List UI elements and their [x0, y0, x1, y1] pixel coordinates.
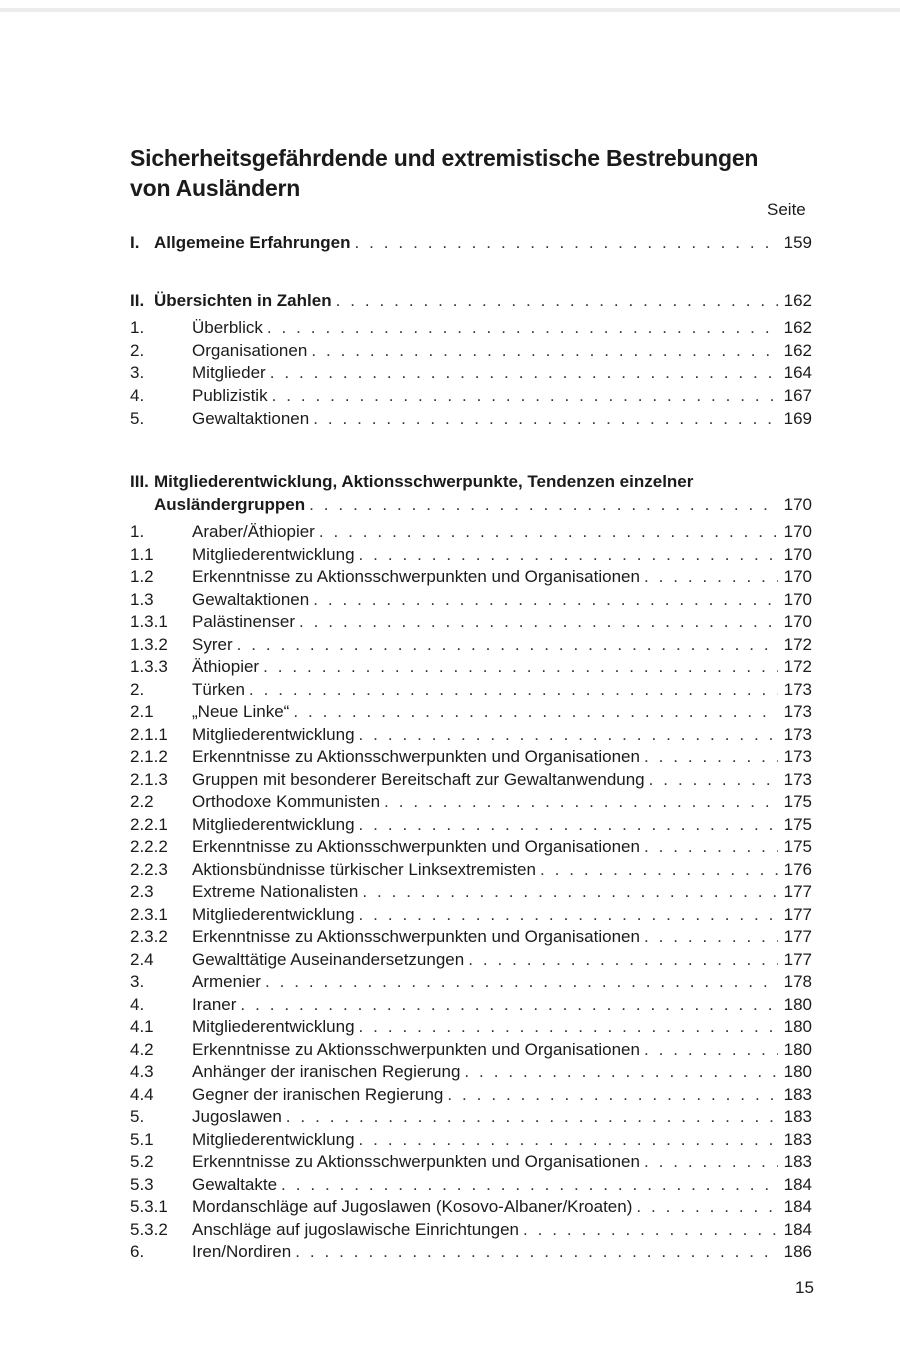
toc-entry[interactable]	[130, 543, 812, 566]
toc-label: Mitglieder	[192, 363, 266, 383]
toc-page: 170	[783, 589, 812, 609]
toc-label: Publizistik	[192, 386, 268, 406]
toc-number: 4.	[130, 386, 145, 406]
toc-entry[interactable]	[130, 903, 812, 926]
toc-page: 183	[783, 1107, 812, 1126]
toc-number: 1.3.3	[130, 657, 168, 676]
toc-entry[interactable]	[130, 813, 812, 836]
toc-label: Ausländergruppen	[154, 495, 306, 514]
toc-number: III.	[130, 472, 149, 491]
toc-number: 2.1.2	[130, 747, 168, 766]
toc-section-2[interactable]	[130, 289, 812, 312]
toc-leader-dots	[523, 1218, 778, 1241]
toc-number: 4.2	[130, 1039, 154, 1059]
toc-page: 175	[783, 792, 812, 811]
toc-leader-dots	[286, 1105, 778, 1128]
page-title	[130, 143, 830, 203]
toc-entry[interactable]	[130, 384, 812, 407]
toc-entry[interactable]	[130, 655, 812, 678]
toc-label: Äthiopier	[192, 657, 260, 676]
toc-entry[interactable]	[130, 361, 812, 384]
toc-leader-dots	[359, 1015, 778, 1038]
toc-label: Gewaltakte	[192, 1174, 278, 1194]
toc-label: Allgemeine Erfahrungen	[154, 233, 351, 252]
toc-entry[interactable]	[130, 993, 812, 1016]
toc-entry[interactable]	[130, 633, 812, 656]
toc-entry[interactable]	[130, 565, 812, 588]
toc-leader-dots	[249, 678, 778, 701]
seite-column-header: Seite	[767, 200, 806, 219]
toc-label-line-1: Mitgliederentwicklung, Aktionsschwerpunkte, Tendenzen einzelner	[154, 472, 694, 491]
toc-label: Iraner	[192, 994, 237, 1014]
toc-page: 172	[783, 634, 812, 654]
toc-label: Mitgliederentwicklung	[192, 1129, 355, 1149]
toc-entry[interactable]	[130, 723, 812, 746]
toc-leader-dots	[644, 745, 778, 768]
toc-section-1[interactable]	[130, 231, 812, 254]
toc-number: 5.	[130, 408, 145, 428]
toc-leader-dots	[272, 384, 778, 407]
toc-leader-dots	[311, 339, 778, 362]
toc-entry[interactable]	[130, 1060, 812, 1083]
toc-page: 162	[783, 291, 812, 310]
toc-label: Mitgliederentwicklung	[192, 814, 355, 834]
toc-entry[interactable]	[130, 835, 812, 858]
toc-number: 4.3	[130, 1062, 154, 1081]
toc-entry[interactable]	[130, 1218, 812, 1241]
toc-entry[interactable]	[130, 768, 812, 791]
toc-number: 2.	[130, 340, 145, 360]
toc-page: 162	[783, 318, 812, 337]
toc-entry[interactable]	[130, 1105, 812, 1128]
toc-leader-dots	[644, 565, 778, 588]
toc-entry[interactable]	[130, 1240, 812, 1263]
toc-label: Iren/Nordiren	[192, 1242, 292, 1261]
toc-page: 184	[783, 1197, 812, 1216]
toc-leader-dots	[313, 588, 778, 611]
toc-page: 175	[783, 837, 812, 856]
toc-label: Armenier	[192, 972, 261, 991]
toc-entry[interactable]	[130, 1128, 812, 1151]
toc-page: 183	[783, 1152, 812, 1171]
toc-page: 184	[783, 1174, 812, 1194]
toc-label: Erkenntnisse zu Aktionsschwerpunkten und Organisationen	[192, 1039, 640, 1059]
toc-page: 180	[783, 1062, 812, 1081]
toc-label: Anschläge auf jugoslawische Einrichtungen	[192, 1219, 519, 1239]
toc-leader-dots	[313, 407, 778, 430]
toc-number: 3.	[130, 363, 145, 383]
toc-label: Gegner der iranischen Regierung	[192, 1084, 444, 1104]
toc-label: Mordanschläge auf Jugoslawen (Kosovo-Albaner/Kroaten)	[192, 1197, 633, 1216]
toc-page: 167	[783, 386, 812, 406]
toc-number: 2.2.3	[130, 859, 168, 879]
toc-entry[interactable]	[130, 700, 812, 723]
toc-entry[interactable]	[130, 1038, 812, 1061]
toc-leader-dots	[295, 1240, 778, 1263]
toc-label: Erkenntnisse zu Aktionsschwerpunkten und Organisationen	[192, 1152, 640, 1171]
toc-entry[interactable]	[130, 588, 812, 611]
toc-number: 1.2	[130, 567, 154, 586]
toc-label: „Neue Linke“	[192, 702, 290, 721]
toc-entry[interactable]	[130, 1015, 812, 1038]
toc-label: Mitgliederentwicklung	[192, 904, 355, 924]
toc-leader-dots	[464, 1060, 778, 1083]
toc-leader-dots	[319, 520, 778, 543]
toc-label: Erkenntnisse zu Aktionsschwerpunkten und Organisationen	[192, 837, 640, 856]
toc-label: Gewalttätige Auseinandersetzungen	[192, 949, 465, 969]
toc-entry[interactable]	[130, 970, 812, 993]
toc-entry[interactable]	[130, 678, 812, 701]
toc-label: Mitgliederentwicklung	[192, 544, 355, 564]
toc-label: Jugoslawen	[192, 1107, 282, 1126]
toc-label: Gewaltaktionen	[192, 408, 310, 428]
toc-number: 1.	[130, 318, 145, 337]
toc-entry[interactable]	[130, 407, 812, 430]
toc-leader-dots	[644, 835, 778, 858]
toc-label: Erkenntnisse zu Aktionsschwerpunkten und Organisationen	[192, 567, 640, 586]
toc-leader-dots	[281, 1173, 778, 1196]
toc-label: Organisationen	[192, 340, 308, 360]
toc-entry[interactable]	[130, 1173, 812, 1196]
toc-page: 184	[783, 1219, 812, 1239]
toc-label: Anhänger der iranischen Regierung	[192, 1062, 461, 1081]
toc-leader-dots	[644, 1150, 778, 1173]
toc-number: 1.3.2	[130, 634, 168, 654]
toc-label: Syrer	[192, 634, 233, 654]
toc-number: 1.1	[130, 544, 154, 564]
toc-page: 177	[783, 882, 812, 901]
toc-label: Palästinenser	[192, 612, 296, 631]
toc-number: 2.2.1	[130, 814, 168, 834]
toc-entry[interactable]	[130, 610, 812, 633]
toc-label: Übersichten in Zahlen	[154, 291, 332, 310]
toc-entry[interactable]	[130, 790, 812, 813]
toc-number: 5.1	[130, 1129, 154, 1149]
toc-label: Araber/Äthiopier	[192, 522, 315, 541]
toc-entry[interactable]	[130, 1195, 812, 1218]
scan-edge-line	[0, 8, 900, 12]
toc-entry[interactable]	[130, 520, 812, 543]
toc-page: 176	[783, 859, 812, 879]
toc-leader-dots	[359, 1128, 778, 1151]
toc-leader-dots	[299, 610, 778, 633]
toc-page: 173	[783, 747, 812, 766]
toc-page: 170	[783, 522, 812, 541]
toc-section-3[interactable]	[130, 493, 812, 516]
toc-leader-dots	[384, 790, 778, 813]
toc-number: 2.4	[130, 949, 154, 969]
toc-page: 162	[783, 340, 812, 360]
toc-page: 177	[783, 949, 812, 969]
toc-leader-dots	[336, 289, 778, 312]
toc-entry[interactable]	[130, 948, 812, 971]
toc-leader-dots	[359, 903, 778, 926]
toc-page: 172	[783, 657, 812, 676]
toc-number: 3.	[130, 972, 145, 991]
toc-number: 2.1	[130, 702, 154, 721]
toc-entry[interactable]	[130, 316, 812, 339]
toc-entry[interactable]	[130, 745, 812, 768]
toc-label: Überblick	[192, 318, 263, 337]
toc-number: 2.1.3	[130, 769, 168, 789]
toc-number: 1.	[130, 522, 145, 541]
toc-entry[interactable]	[130, 925, 812, 948]
toc-number: 5.2	[130, 1152, 154, 1171]
toc-label: Orthodoxe Kommunisten	[192, 792, 381, 811]
toc-leader-dots	[540, 858, 778, 881]
toc-leader-dots	[293, 700, 778, 723]
toc-leader-dots	[267, 316, 778, 339]
toc-number: 2.1.1	[130, 724, 168, 744]
toc-number: 2.	[130, 679, 145, 699]
toc-section-3-heading	[130, 470, 693, 493]
toc-number: 2.3	[130, 882, 154, 901]
toc-page: 170	[783, 495, 812, 514]
toc-page: 183	[783, 1129, 812, 1149]
toc-page: 164	[783, 363, 812, 383]
toc-number: 4.4	[130, 1084, 154, 1104]
toc-leader-dots	[265, 970, 778, 993]
toc-leader-dots	[240, 993, 778, 1016]
toc-page: 183	[783, 1084, 812, 1104]
toc-page: 173	[783, 724, 812, 744]
toc-number: 2.3.1	[130, 904, 168, 924]
title-line-1: Sicherheitsgefährdende und extremistische Bestrebungen	[130, 145, 759, 171]
toc-page: 173	[783, 702, 812, 721]
toc-page: 173	[783, 679, 812, 699]
toc-label: Aktionsbündnisse türkischer Linksextremisten	[192, 859, 536, 879]
toc-leader-dots	[263, 655, 778, 678]
toc-page: 173	[783, 769, 812, 789]
toc-page: 170	[783, 612, 812, 631]
toc-leader-dots	[309, 493, 778, 516]
toc-page: 180	[783, 1039, 812, 1059]
toc-leader-dots	[468, 948, 778, 971]
toc-number: 1.3	[130, 589, 154, 609]
toc-page: 170	[783, 567, 812, 586]
toc-leader-dots	[270, 361, 778, 384]
toc-label: Mitgliederentwicklung	[192, 1017, 355, 1036]
toc-leader-dots	[359, 543, 778, 566]
toc-page: 180	[783, 1017, 812, 1036]
toc-leader-dots	[636, 1195, 778, 1218]
toc-label: Erkenntnisse zu Aktionsschwerpunkten und Organisationen	[192, 747, 640, 766]
toc-number: 2.2	[130, 792, 154, 811]
toc-leader-dots	[447, 1083, 778, 1106]
toc-number: 5.3.1	[130, 1197, 168, 1216]
toc-label: Extreme Nationalisten	[192, 882, 359, 901]
toc-label: Gewaltaktionen	[192, 589, 310, 609]
toc-leader-dots	[362, 880, 778, 903]
toc-number: II.	[130, 291, 145, 310]
toc-page: 175	[783, 814, 812, 834]
toc-leader-dots	[237, 633, 778, 656]
toc-entry[interactable]	[130, 880, 812, 903]
toc-leader-dots	[359, 723, 778, 746]
toc-label: Türken	[192, 679, 245, 699]
toc-page: 178	[783, 972, 812, 991]
page-number: 15	[795, 1278, 814, 1297]
toc-leader-dots	[359, 813, 778, 836]
toc-label: Gruppen mit besonderer Bereitschaft zur Gewaltanwendung	[192, 769, 645, 789]
toc-number: I.	[130, 233, 140, 252]
toc-number: 4.	[130, 994, 145, 1014]
toc-number: 2.2.2	[130, 837, 168, 856]
toc-label: Erkenntnisse zu Aktionsschwerpunkten und Organisationen	[192, 927, 640, 946]
toc-page: 177	[783, 927, 812, 946]
toc-number: 6.	[130, 1242, 145, 1261]
toc-number: 4.1	[130, 1017, 154, 1036]
toc-entry[interactable]	[130, 1083, 812, 1106]
toc-number: 2.3.2	[130, 927, 168, 946]
toc-page: 186	[783, 1242, 812, 1261]
toc-leader-dots	[644, 1038, 778, 1061]
toc-leader-dots	[354, 231, 778, 254]
toc-number: 5.3	[130, 1174, 154, 1194]
toc-page: 177	[783, 904, 812, 924]
toc-entry[interactable]	[130, 858, 812, 881]
toc-page: 180	[783, 994, 812, 1014]
toc-number: 5.3.2	[130, 1219, 168, 1239]
toc-page: 169	[783, 408, 812, 428]
title-line-2: von Ausländern	[130, 175, 301, 201]
toc-entry[interactable]	[130, 1150, 812, 1173]
toc-number: 5.	[130, 1107, 145, 1126]
toc-page: 170	[783, 544, 812, 564]
toc-number: 1.3.1	[130, 612, 168, 631]
toc-entry[interactable]	[130, 339, 812, 362]
toc-leader-dots	[644, 925, 778, 948]
toc-leader-dots	[649, 768, 778, 791]
toc-label: Mitgliederentwicklung	[192, 724, 355, 744]
toc-page: 159	[783, 233, 812, 252]
